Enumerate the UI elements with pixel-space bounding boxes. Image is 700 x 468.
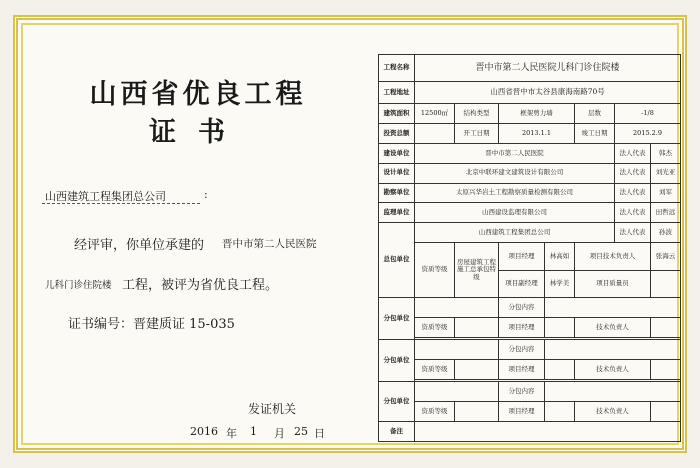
date-month: 1	[250, 425, 257, 438]
gc-quality	[651, 270, 681, 297]
date-day-unit: 日	[314, 427, 325, 440]
table-row	[379, 421, 681, 441]
table-row	[379, 143, 681, 163]
label-floors: 层数	[575, 104, 615, 124]
award-project-line1: 晋中市第二人民医院	[222, 238, 317, 250]
surveyor-rep: 刘军	[651, 183, 681, 203]
label-owner: 建设单位	[379, 143, 415, 163]
investment	[415, 124, 455, 144]
label-tech-lead: 技术负责人	[575, 360, 651, 380]
date-year-unit: 年	[226, 427, 237, 440]
label-remarks: 备注	[379, 421, 415, 441]
designer-rep: 刘光亚	[651, 163, 681, 183]
table-row	[379, 298, 681, 318]
certificate-subtitle: 证书	[149, 117, 247, 148]
label-sub-content: 分包内容	[499, 340, 545, 360]
label-project-manager: 项目经理	[499, 243, 545, 270]
label-structure-type: 结构类型	[455, 104, 499, 124]
supervisor-rep: 田哲远	[651, 203, 681, 223]
label-tech-lead: 技术负责人	[575, 402, 651, 422]
sub-tech	[651, 360, 681, 380]
company-colon: :	[204, 188, 208, 201]
label-legal-rep: 法人代表	[615, 143, 651, 163]
table-row	[379, 124, 681, 144]
gc-rep: 孙波	[651, 223, 681, 243]
label-investment: 投资总额	[379, 124, 415, 144]
label-quality-officer: 项目质量员	[575, 270, 651, 297]
label-project-manager: 项目经理	[499, 317, 545, 337]
label-sub-content: 分包内容	[499, 382, 545, 402]
table-row	[379, 203, 681, 223]
label-legal-rep: 法人代表	[615, 183, 651, 203]
label-subcontractor: 分包单位	[379, 340, 415, 382]
certificate-number: 证书编号：晋建质证 15-035	[68, 317, 235, 332]
label-qualification: 资质等级	[415, 243, 455, 298]
gc-tech: 张海云	[651, 243, 681, 270]
project-name: 晋中市第二人民医院儿科门诊住院楼	[415, 55, 681, 82]
label-qualification: 资质等级	[415, 402, 455, 422]
label-designer: 设计单位	[379, 163, 415, 183]
table-row	[379, 81, 681, 104]
label-subcontractor: 分包单位	[379, 298, 415, 340]
label-start-date: 开工日期	[455, 124, 499, 144]
label-project-name: 工程名称	[379, 55, 415, 82]
label-legal-rep: 法人代表	[615, 223, 651, 243]
label-qualification: 资质等级	[415, 317, 455, 337]
table-row	[379, 183, 681, 203]
label-project-address: 工程地址	[379, 81, 415, 104]
gc-qualification: 房屋建筑工程施工总承包特级	[455, 243, 499, 298]
floors: -1/8	[615, 104, 681, 124]
label-deputy-manager: 项目副经理	[499, 270, 545, 297]
sub-manager	[545, 317, 575, 337]
label-qualification: 资质等级	[415, 360, 455, 380]
sub-manager	[545, 402, 575, 422]
area: 12500㎡	[415, 104, 455, 124]
owner: 晋中市第二人民医院	[415, 143, 615, 163]
surveyor: 太原兴华岩土工程勘察质量检测有限公司	[415, 183, 615, 203]
remarks	[415, 421, 681, 441]
label-supervisor: 监理单位	[379, 203, 415, 223]
company-name: 山西建筑工程集团总公司	[45, 190, 166, 203]
sub-blank	[415, 382, 499, 402]
table-row	[379, 317, 681, 337]
sub-content	[545, 340, 681, 360]
table-row	[379, 340, 681, 360]
label-sub-content: 分包内容	[499, 298, 545, 318]
start-date: 2013.1.1	[499, 124, 575, 144]
label-area: 建筑面积	[379, 104, 415, 124]
sub-content	[545, 298, 681, 318]
sub-blank	[415, 298, 499, 318]
label-technical-lead: 项目技术负责人	[575, 243, 651, 270]
sub-manager	[545, 360, 575, 380]
sub-qualification	[455, 317, 499, 337]
gc-manager: 林高如	[545, 243, 575, 270]
award-project-line2: 儿科门诊住院楼	[45, 280, 112, 291]
certificate-left-panel	[18, 20, 373, 448]
label-project-manager: 项目经理	[499, 360, 545, 380]
table-row	[379, 55, 681, 82]
sub-blank	[415, 340, 499, 360]
sub-qualification	[455, 360, 499, 380]
date-day: 25	[294, 425, 308, 438]
company-underline	[42, 203, 200, 204]
table-row	[379, 163, 681, 183]
award-text-prefix: 经评审，你单位承建的	[74, 238, 205, 253]
table-row	[379, 360, 681, 380]
issuing-authority: 发证机关	[248, 402, 297, 416]
sub-tech	[651, 317, 681, 337]
certificate-title: 山西省优良工程	[89, 79, 307, 110]
designer: 北京中联环建文建筑设计有限公司	[415, 163, 615, 183]
label-surveyor: 勘察单位	[379, 183, 415, 203]
supervisor: 山西建设监理有限公司	[415, 203, 615, 223]
general-contractor: 山西建筑工程集团总公司	[415, 223, 615, 243]
label-legal-rep: 法人代表	[615, 203, 651, 223]
completion-date: 2015.2.9	[615, 124, 681, 144]
label-project-manager: 项目经理	[499, 402, 545, 422]
label-subcontractor: 分包单位	[379, 382, 415, 422]
sub-qualification	[455, 402, 499, 422]
table-row	[379, 402, 681, 422]
project-address: 山西省晋中市太谷县康海南路70号	[415, 81, 681, 104]
table-row	[379, 104, 681, 124]
label-legal-rep: 法人代表	[615, 163, 651, 183]
structure-type: 框架剪力墙	[499, 104, 575, 124]
sub-content	[545, 382, 681, 402]
label-general-contractor: 总包单位	[379, 223, 415, 298]
label-completion-date: 竣工日期	[575, 124, 615, 144]
owner-rep: 韩杰	[651, 143, 681, 163]
date-month-unit: 月	[274, 427, 285, 440]
table-row	[379, 382, 681, 402]
date-year: 2016	[190, 425, 218, 438]
label-tech-lead: 技术负责人	[575, 317, 651, 337]
table-row	[379, 223, 681, 243]
award-text-suffix: 工程，被评为省优良工程。	[122, 278, 279, 293]
table-row	[379, 243, 681, 270]
gc-deputy: 林学美	[545, 270, 575, 297]
project-info-table	[378, 54, 681, 442]
sub-tech	[651, 402, 681, 422]
certificate-frame	[13, 15, 687, 453]
